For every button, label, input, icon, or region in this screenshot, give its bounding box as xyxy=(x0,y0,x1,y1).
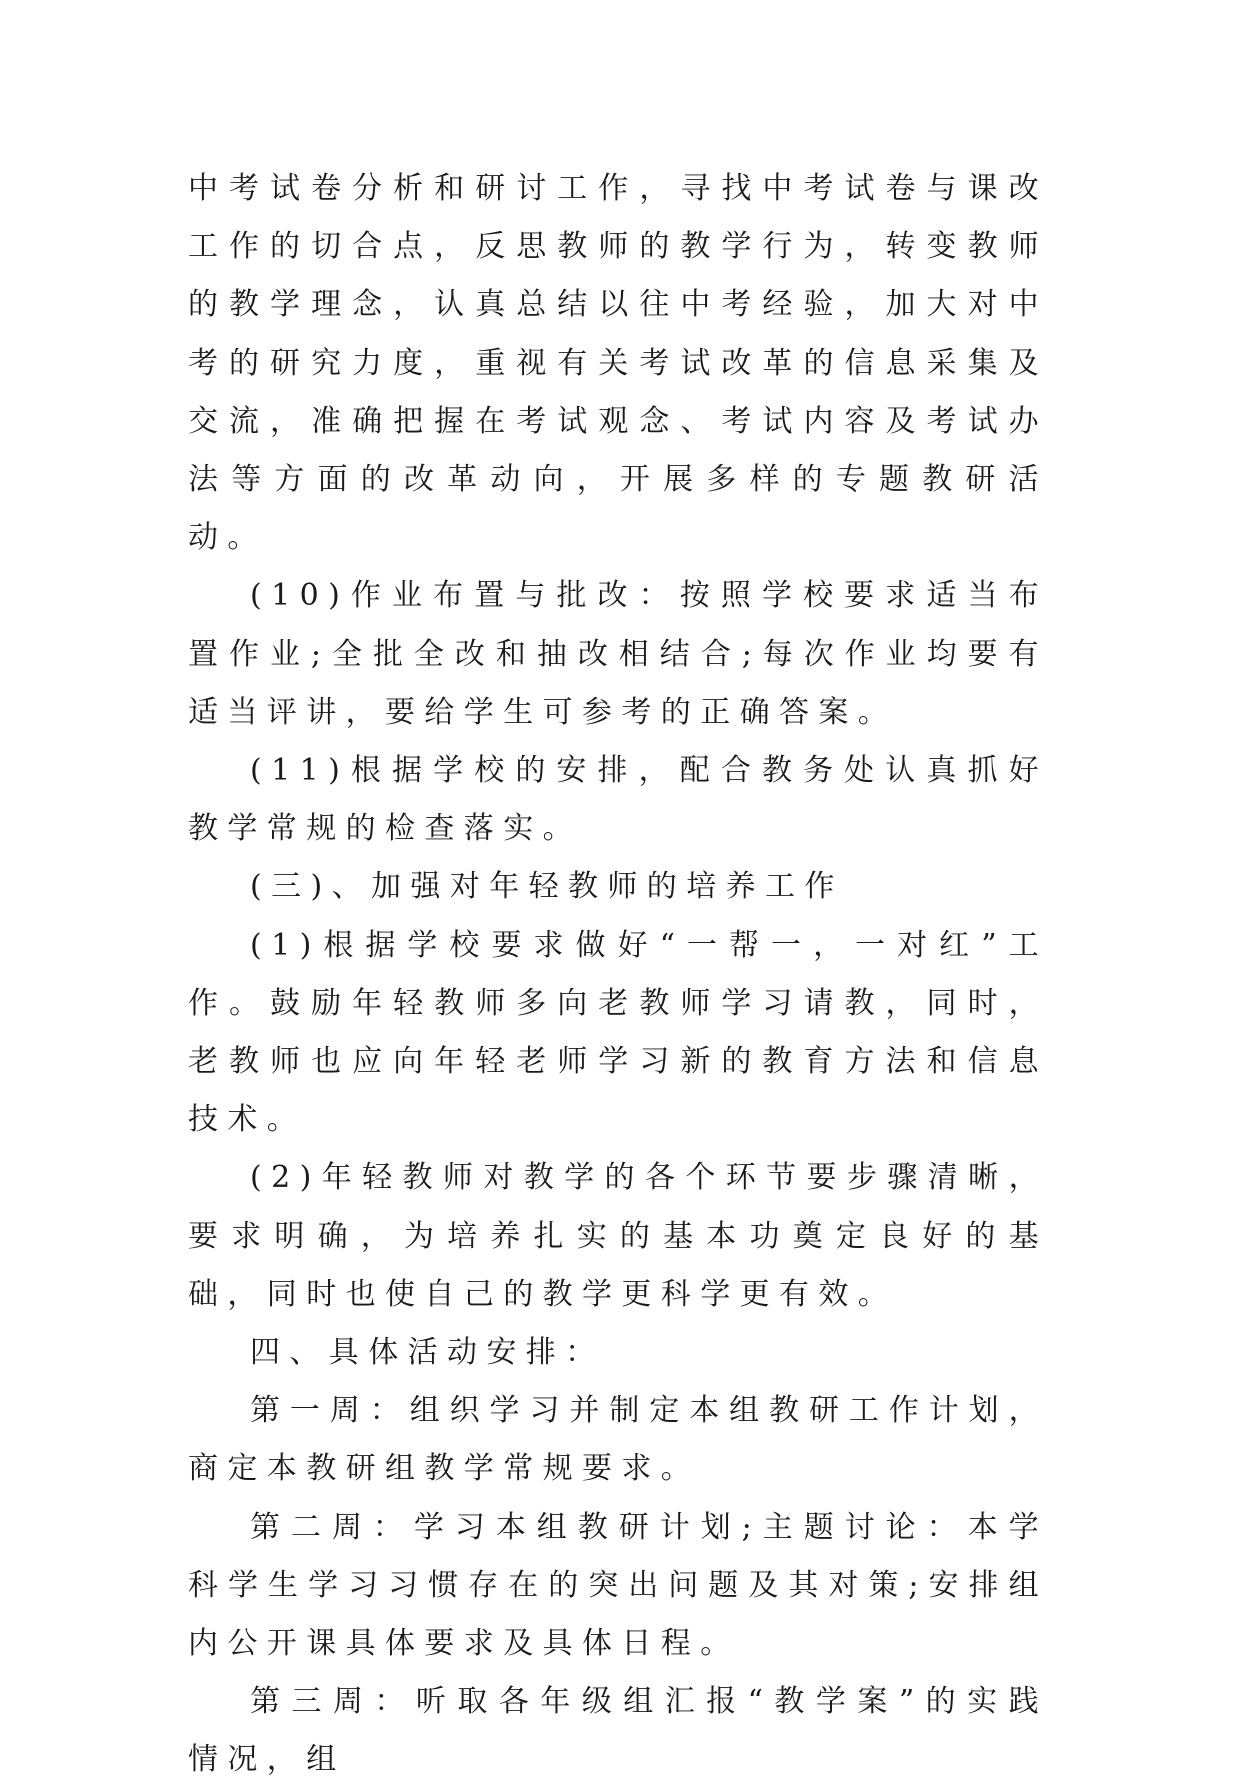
paragraph-exam-analysis: 中考试卷分析和研讨工作，寻找中考试卷与课改工作的切合点，反思教师的教学行为，转变教师的教学理念，认真总结以往中考经验，加大对中考的研究力度，重视有关考试改革的信息采集及交流，准确把握在考试观念、考试内容及考试办法等方面的改革动向，开展多样的专题教研活动。 xyxy=(188,171,1048,556)
paragraph-week-3: 第三周：听取各年级组汇报“教学案”的实践情况，组 xyxy=(188,1684,1048,1778)
paragraph-teaching-steps: (2)年轻教师对教学的各个环节要步骤清晰，要求明确，为培养扎实的基本功奠定良好的基础，同时也使自己的教学更科学更有效。 xyxy=(188,1160,1048,1312)
paragraph-week-1: 第一周：组织学习并制定本组教研工作计划，商定本教研组教学常规要求。 xyxy=(188,1393,1048,1487)
paragraph-mentoring: (1)根据学校要求做好“一帮一，一对红”工作。鼓励年轻教师多向老教师学习请教，同时，老教师也应向年轻老师学习新的教育方法和信息技术。 xyxy=(188,927,1048,1138)
document-body xyxy=(188,160,1048,1790)
section-heading-activities: 四、具体活动安排： xyxy=(250,1335,605,1371)
paragraph-routine-check: (11)根据学校的安排，配合教务处认真抓好教学常规的检查落实。 xyxy=(188,753,1048,847)
paragraph-homework: (10)作业布置与批改：按照学校要求适当布置作业;全批全改和抽改相结合;每次作业均要有适当评讲，要给学生可参考的正确答案。 xyxy=(188,578,1048,730)
section-heading-young-teachers: (三)、加强对年轻教师的培养工作 xyxy=(250,869,844,905)
paragraph-week-2: 第二周：学习本组教研计划;主题讨论：本学科学生学习习惯存在的突出问题及其对策;安排组内公开课具体要求及具体日程。 xyxy=(188,1509,1048,1662)
